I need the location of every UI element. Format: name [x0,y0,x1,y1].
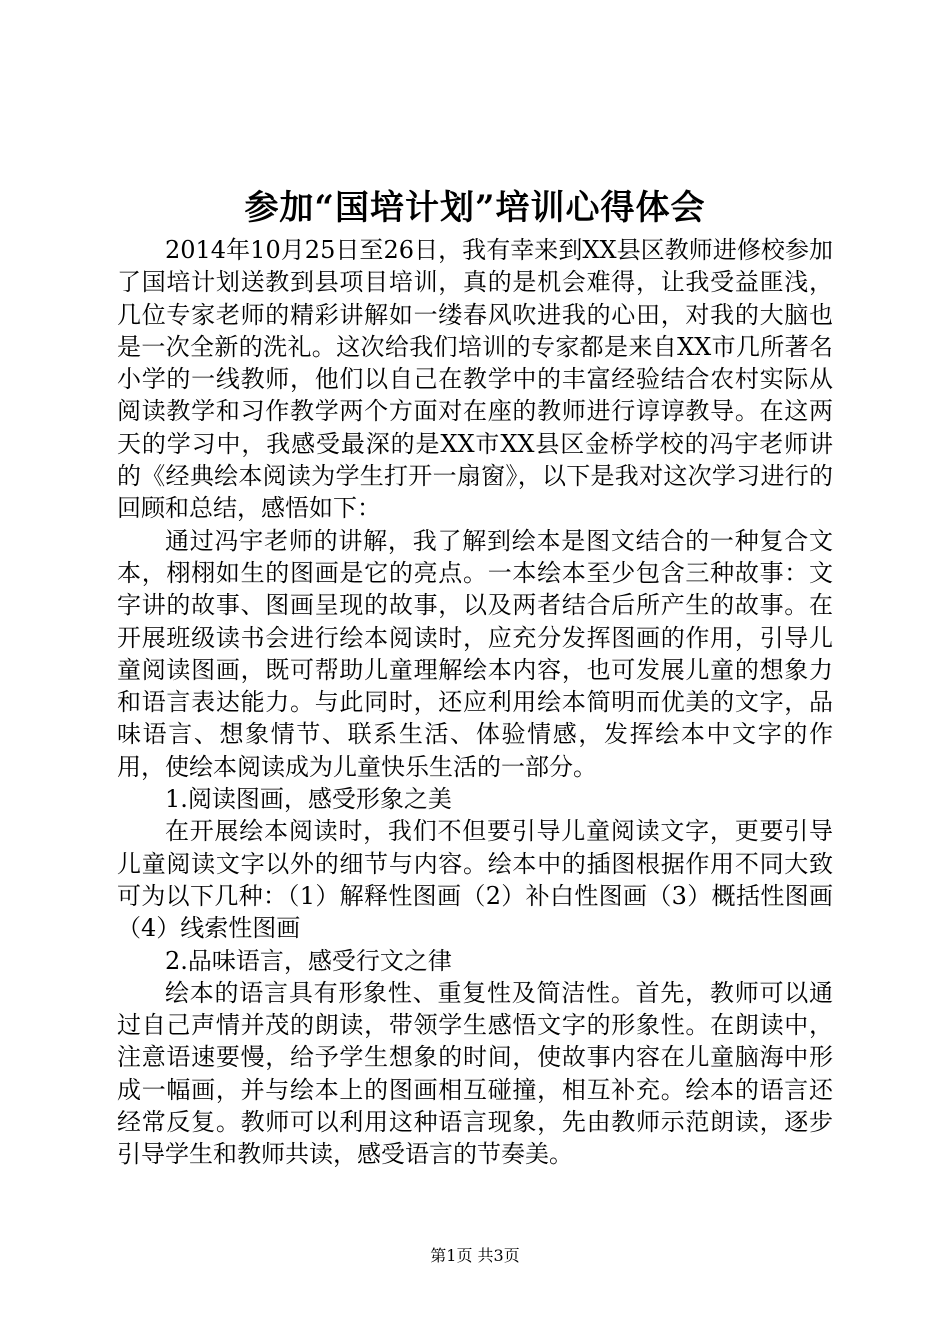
paragraph-reading-pictures: 在开展绘本阅读时，我们不但要引导儿童阅读文字，更要引导儿童阅读文字以外的细节与内容。绘本中的插图根据作用不同大致可为以下几种：（1）解释性图画（2）补白性图画（3）概括性图画（4）线索性图画 [117,817,833,943]
paragraph-language: 绘本的语言具有形象性、重复性及简洁性。首先，教师可以通过自己声情并茂的朗读，带领学生感悟文字的形象性。在朗读中，注意语速要慢，给予学生想象的时间，使故事内容在儿童脑海中形成一幅画，并与绘本上的图画相互碰撞，相互补充。绘本的语言还经常反复。教师可以利用这种语言现象，先由教师示范朗读，逐步引导学生和教师共读，感受语言的节奏美。 [117,978,833,1169]
page-footer: 第1页 共3页 [430,1246,520,1265]
paragraph-picture-book: 通过冯宇老师的讲解，我了解到绘本是图文结合的一种复合文本，栩栩如生的图画是它的亮点。一本绘本至少包含三种故事：文字讲的故事、图画呈现的故事，以及两者结合后所产生的故事。在开展班级读书会进行绘本阅读时，应充分发挥图画的作用，引导儿童阅读图画，既可帮助儿童理解绘本内容，也可发展儿童的想象力和语言表达能力。与此同时，还应利用绘本简明而优美的文字，品味语言、想象情节、联系生活、体验情感，发挥绘本中文字的作用，使绘本阅读成为儿童快乐生活的一部分。 [117,526,833,781]
paragraph-intro: 2014年10月25日至26日，我有幸来到XX县区教师进修校参加了国培计划送教到县项目培训，真的是机会难得，让我受益匪浅，几位专家老师的精彩讲解如一缕春风吹进我的心田，对我的大脑也是一次全新的洗礼。这次给我们培训的专家都是来自XX市几所著名小学的一线教师，他们以自己在教学中的丰富经验结合农村实际从阅读教学和习作教学两个方面对在座的教师进行谆谆教导。在这两天的学习中，我感受最深的是XX市XX县区金桥学校的冯宇老师讲的《经典绘本阅读为学生打开一扇窗》，以下是我对这次学习进行的回顾和总结，感悟如下： [117,236,833,523]
document-title: 参加“国培计划”培训心得体会 [244,188,706,228]
section-heading-2: 2.品味语言，感受行文之律 [165,946,452,975]
section-heading-1: 1.阅读图画，感受形象之美 [165,785,452,814]
document-body [117,234,833,1171]
